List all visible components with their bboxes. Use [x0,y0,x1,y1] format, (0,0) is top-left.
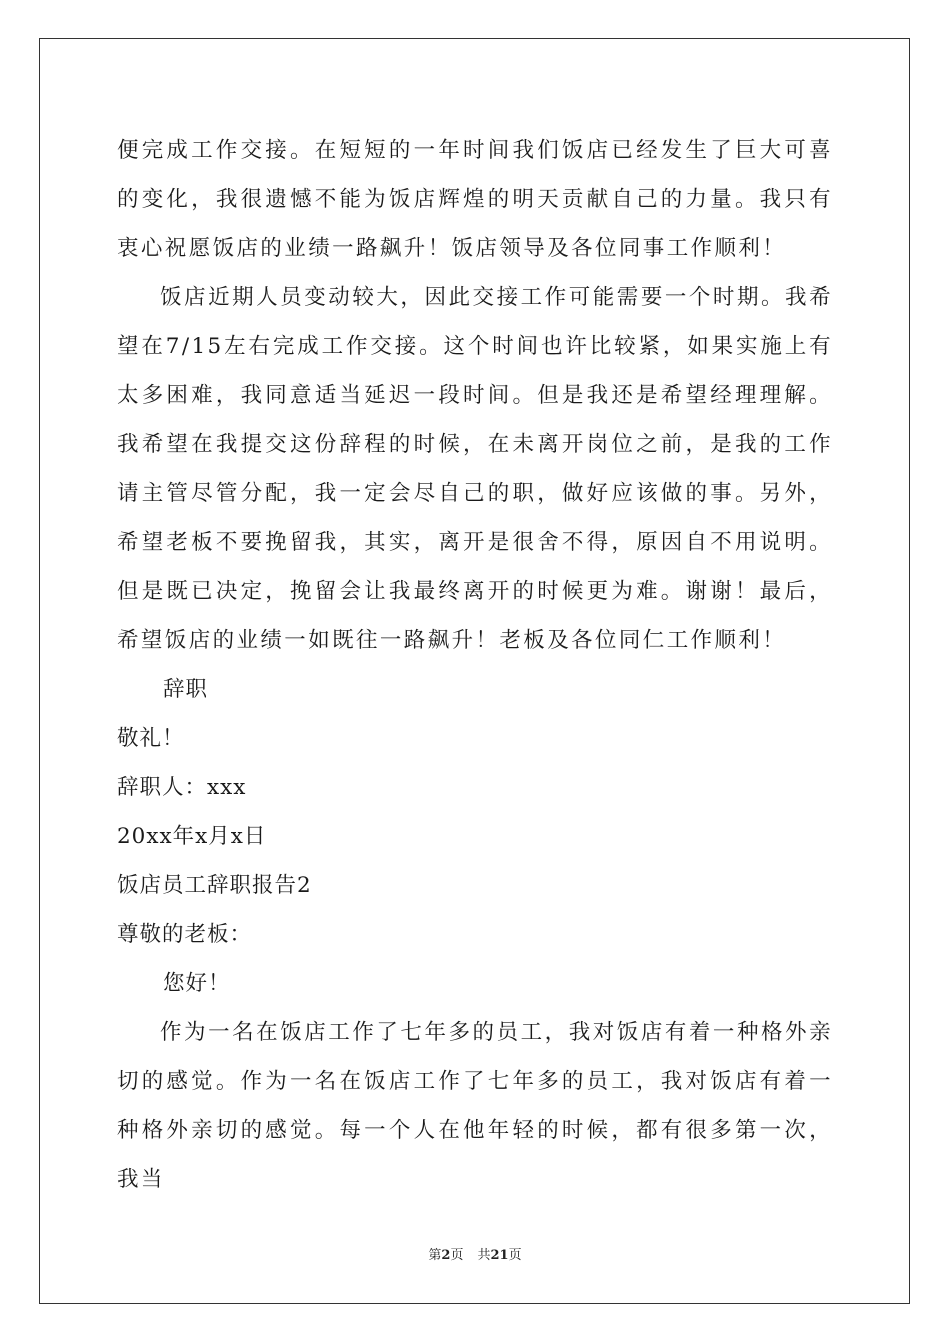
paragraph-introduction: 作为一名在饭店工作了七年多的员工，我对饭店有着一种格外亲切的感觉。作为一名在饭店工作了七年多的员工，我对饭店有着一种格外亲切的感觉。每一个人在他年轻的时候，都有很多第一次，我当 [117,1020,833,1192]
footer-total-pages: 21 [490,1248,509,1263]
footer-total-prefix: 共 [477,1248,491,1263]
section-heading: 饭店员工辞职报告2 [117,873,312,898]
greeting-line: 您好！ [163,971,231,996]
footer-total-unit: 页 [508,1248,522,1263]
signer-line: 辞职人：xxx [117,775,247,800]
paragraph-handover-plan: 饭店近期人员变动较大，因此交接工作可能需要一个时期。我希望在7/15左右完成工作交接。这个时间也许比较紧，如果实施上有太多困难，我同意适当延迟一段时间。但是我还是希望经理理解。我希望在我提交这份辞程的时候，在未离开岗位之前，是我的工作请主管尽管分配，我一定会尽自己的职，做好应该做的事。另外，希望老板不要挽留我，其实，离开是很舍不得，原因自不用说明。但是既已决定，挽留会让我最终离开的时候更为难。谢谢！最后，希望饭店的业绩一如既往一路飙升！老板及各位同仁工作顺利！ [117,285,833,653]
document-body [117,126,833,1204]
date-line: 20xx年x月x日 [117,824,267,849]
page-footer [0,1247,950,1265]
salute-line: 敬礼！ [117,726,185,751]
footer-page-unit: 页 [450,1248,464,1263]
footer-prefix: 第 [428,1248,442,1263]
addressee-line: 尊敬的老板： [117,922,253,947]
resign-line: 辞职 [163,677,209,702]
footer-page-number: 2 [441,1248,451,1263]
paragraph-closing-wishes: 便完成工作交接。在短短的一年时间我们饭店已经发生了巨大可喜的变化，我很遗憾不能为饭店辉煌的明天贡献自己的力量。我只有衷心祝愿饭店的业绩一路飙升！饭店领导及各位同事工作顺利！ [117,138,833,261]
